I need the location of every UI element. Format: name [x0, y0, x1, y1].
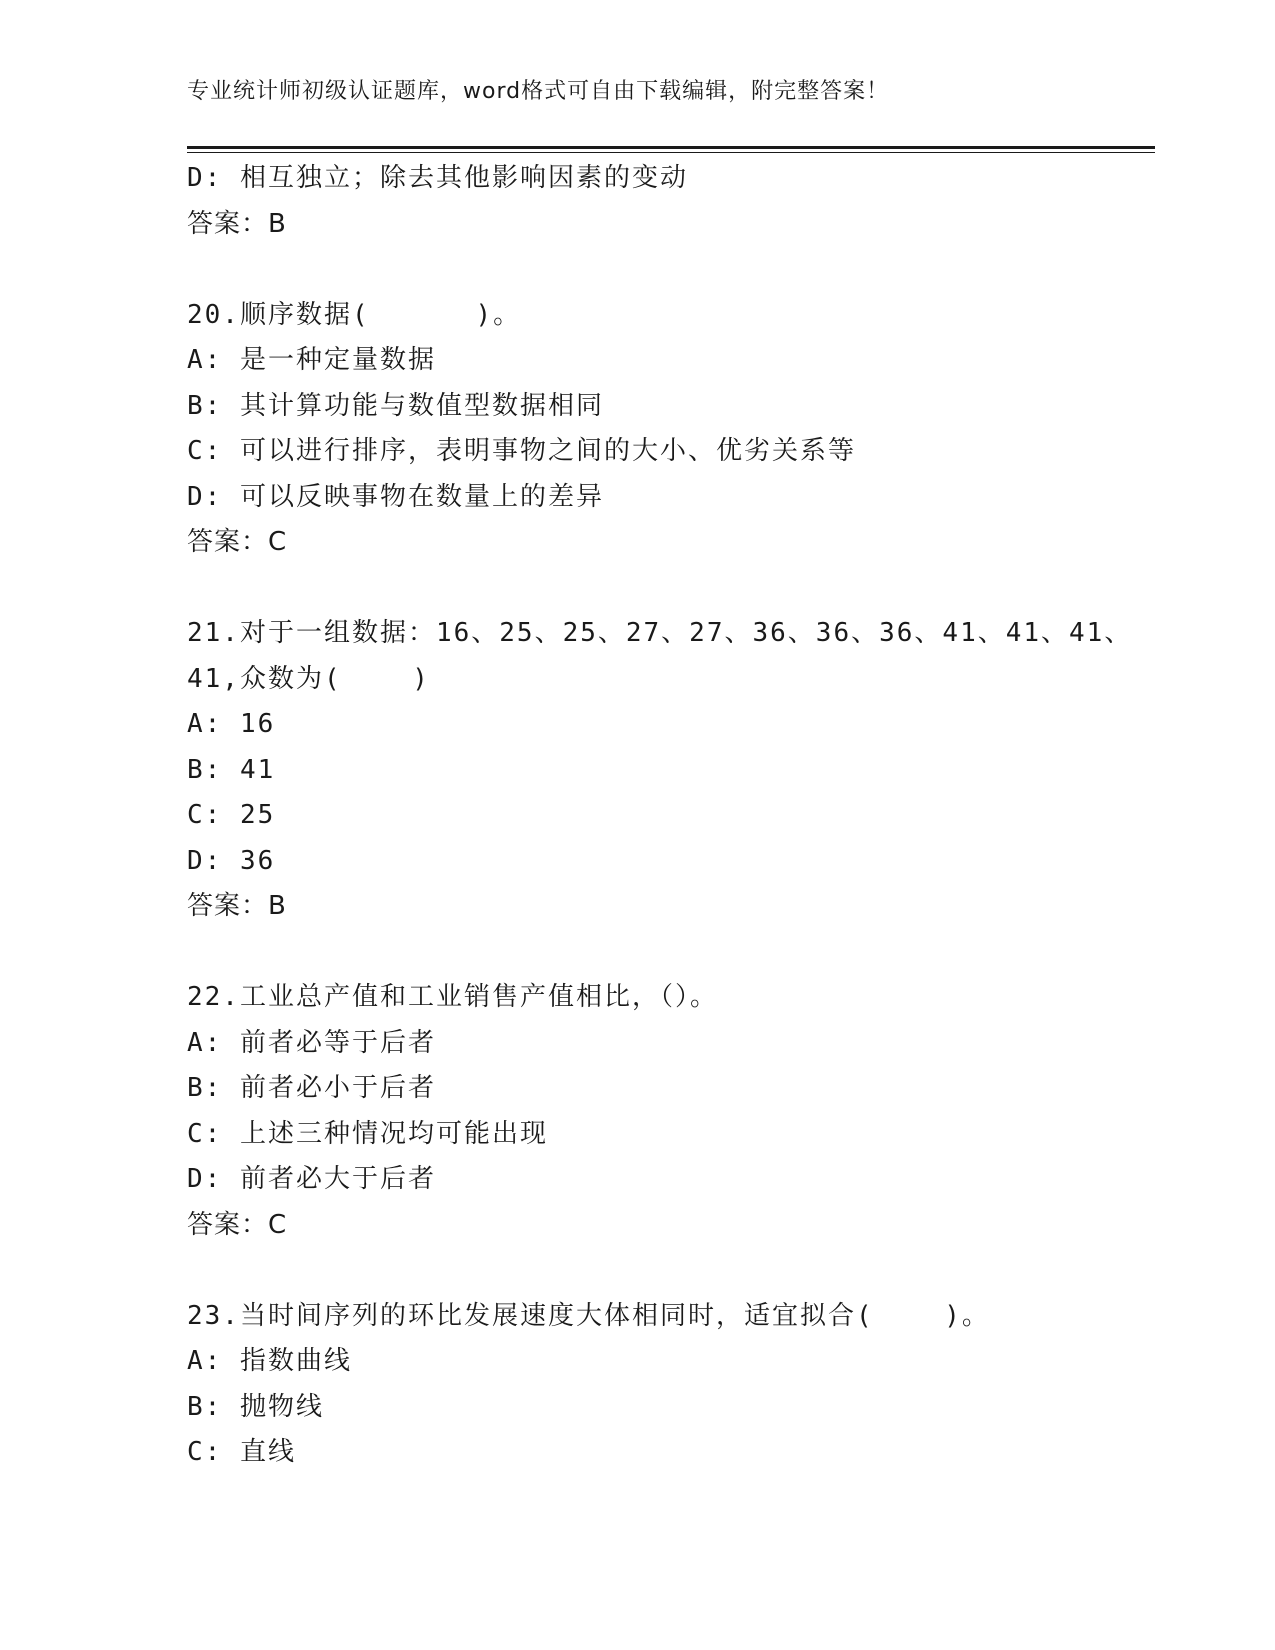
option-a: A: 指数曲线 — [187, 1346, 352, 1376]
header-rule-thick — [187, 146, 1155, 149]
option-a: A: 前者必等于后者 — [187, 1027, 436, 1058]
option-d: D: 36 — [187, 845, 276, 876]
answer: 答案：C — [187, 527, 288, 557]
spacer — [187, 247, 1087, 293]
option-d: D: 前者必大于后者 — [187, 1164, 436, 1194]
option-c: C: 可以进行排序，表明事物之间的大小、优劣关系等 — [187, 436, 856, 466]
option-b: B: 41 — [187, 754, 276, 785]
option-b: B: 抛物线 — [187, 1391, 324, 1422]
header-rule-thin — [187, 152, 1155, 153]
question-stem: 20.顺序数据( )。 — [187, 299, 522, 330]
question-stem: 21.对于一组数据：16、25、25、27、27、36、36、36、41、41、41、 — [187, 618, 1133, 648]
option-b: B: 前者必小于后者 — [187, 1073, 436, 1103]
spacer — [187, 930, 1087, 976]
option-c: C: 上述三种情况均可能出现 — [187, 1118, 548, 1149]
option-b: B: 其计算功能与数值型数据相同 — [187, 390, 604, 421]
answer: 答案：C — [187, 1209, 288, 1240]
question-stem: 22.工业总产值和工业销售产值相比，（）。 — [187, 982, 718, 1012]
option-a: A: 16 — [187, 709, 276, 739]
option-a: A: 是一种定量数据 — [187, 345, 436, 375]
document-body — [187, 156, 1133, 1476]
spacer — [187, 1248, 1087, 1294]
answer: 答案：B — [187, 891, 287, 921]
prev-option-d: D: 相互独立；除去其他影响因素的变动 — [187, 163, 688, 193]
option-c: C: 25 — [187, 800, 276, 830]
option-d: D: 可以反映事物在数量上的差异 — [187, 481, 604, 512]
spacer — [187, 566, 1087, 612]
question-stem-continuation: 41,众数为( ) — [187, 663, 430, 694]
prev-answer: 答案：B — [187, 208, 287, 239]
question-stem: 23.当时间序列的环比发展速度大体相同时，适宜拟合( )。 — [187, 1300, 990, 1331]
option-c: C: 直线 — [187, 1437, 296, 1467]
page-header: 专业统计师初级认证题库，word格式可自由下载编辑，附完整答案！ — [187, 79, 890, 104]
